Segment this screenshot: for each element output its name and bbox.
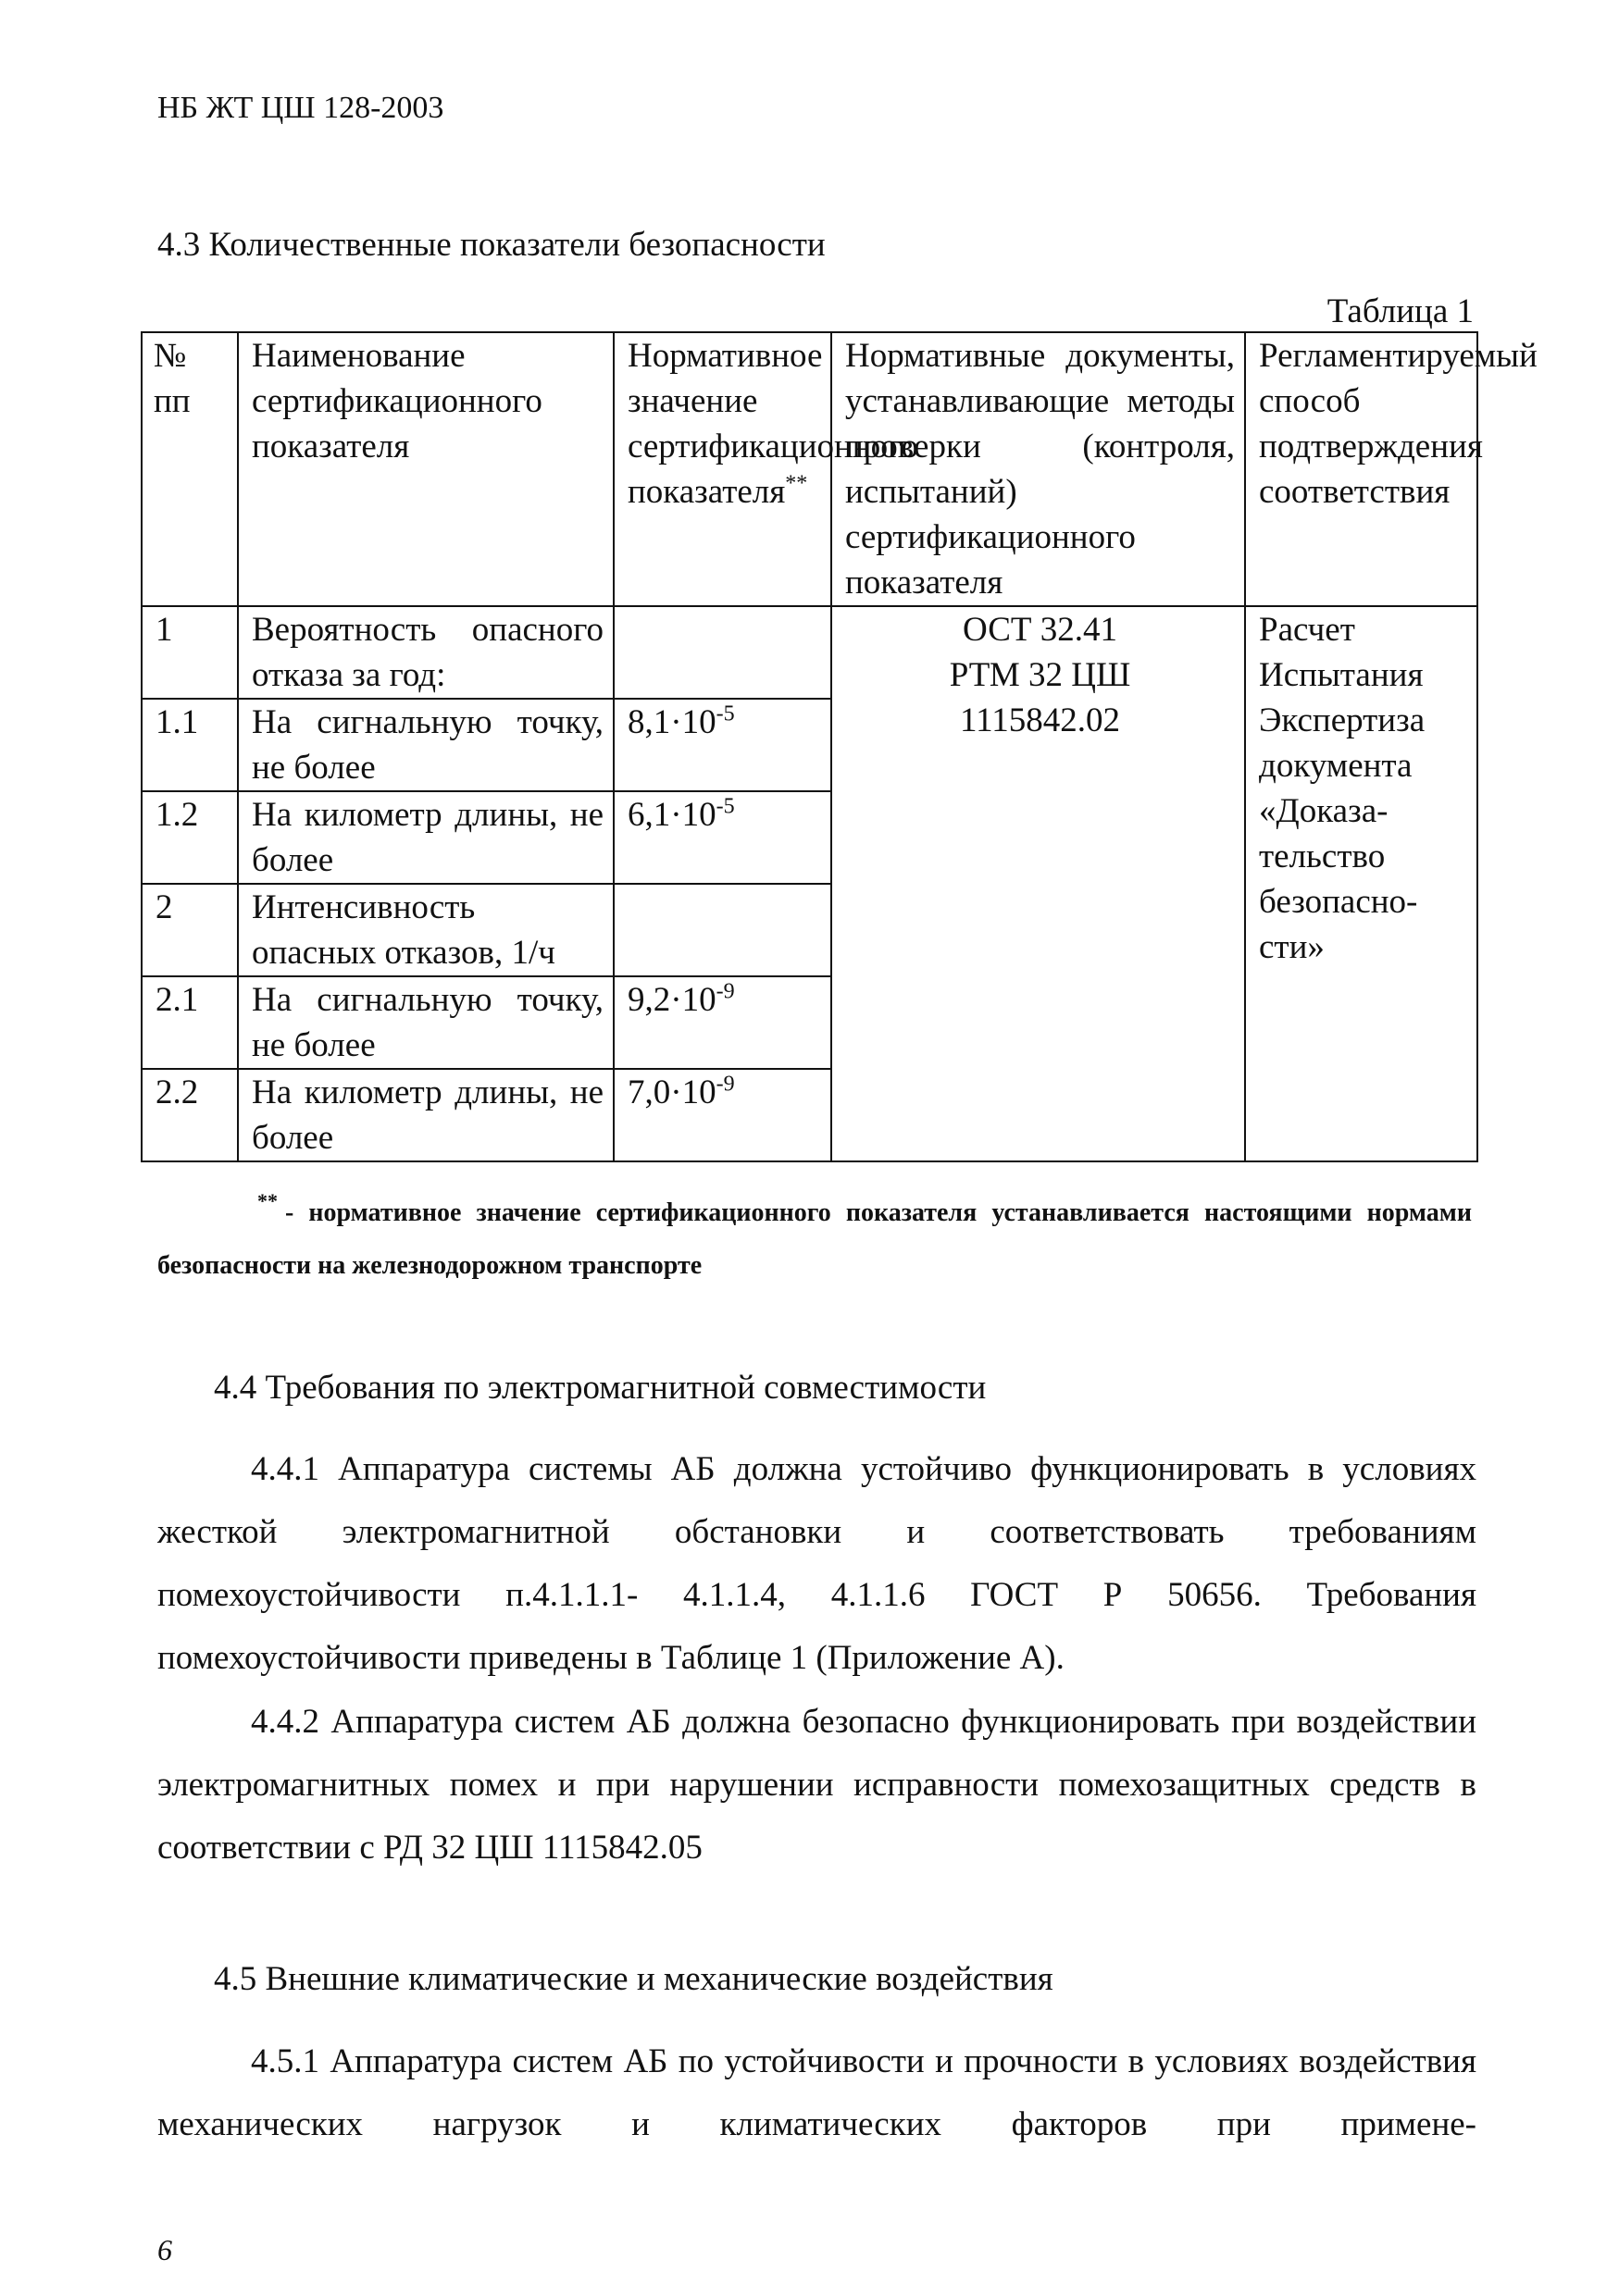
confirmation-line: тельство bbox=[1259, 838, 1386, 875]
header-footnote-mark: ** bbox=[785, 471, 808, 496]
row-name: На сигнальную точку, не более bbox=[238, 976, 614, 1069]
row-value: $8,1\cdot 10^{-5}$ bbox=[614, 699, 831, 791]
row-value: $9,2\cdot 10^{-9}$ bbox=[614, 976, 831, 1069]
confirmation-line: «Доказа- bbox=[1259, 792, 1389, 830]
row-name: На сигнальную точку, не более bbox=[238, 699, 614, 791]
row-name: На километр длины, не более bbox=[238, 1069, 614, 1161]
confirmation-line: Экспертиза bbox=[1259, 701, 1426, 739]
confirmation-line: Испытания bbox=[1259, 656, 1424, 694]
row-num: 2 bbox=[142, 884, 238, 976]
header-cell-confirmation: Регламентируемый способ подтверждения соответствия bbox=[1245, 332, 1477, 606]
row-value bbox=[614, 606, 831, 699]
section-title-4-3: 4.3 Количественные показатели безопасности bbox=[157, 226, 826, 264]
confirmation-line: Расчет bbox=[1259, 611, 1355, 649]
document-header: НБ ЖТ ЦШ 128-2003 bbox=[157, 91, 444, 125]
safety-indicators-table bbox=[141, 331, 1538, 1162]
confirmation-line: безопасно- bbox=[1259, 883, 1418, 921]
confirmation-line: сти» bbox=[1259, 928, 1325, 966]
document-line: 1115842.02 bbox=[959, 701, 1120, 739]
paragraph-4-4-1: 4.4.1 Аппаратура системы АБ должна устойчиво функционировать в условиях жесткой электромагнитной обстановки и соответствовать требованиям помехоустойчивости п.4.1.1.1- 4.1.1.4, 4.1.1.6 ГОСТ Р 50656. Требования помехоустойчивости приведены в Таблице 1 (Приложение А). bbox=[157, 1450, 1476, 1677]
paragraph-4-4-2: 4.4.2 Аппаратура систем АБ должна безопасно функционировать при воздействии электромагнитных помех и при нарушении исправности помехозащитных средств в соответствии с РД 32 ЦШ 1115842.05 bbox=[157, 1703, 1476, 1867]
footnote-mark: ** bbox=[257, 1189, 278, 1212]
row-name: На километр длины, не более bbox=[238, 791, 614, 884]
header-cell-num: № пп bbox=[142, 332, 238, 606]
row-name: Вероятность опасного отказа за год: bbox=[238, 606, 614, 699]
row-num: 2.1 bbox=[142, 976, 238, 1069]
row-value: $7,0\cdot 10^{-9}$ bbox=[614, 1069, 831, 1161]
confirmation-line: документа bbox=[1259, 747, 1413, 785]
confirmation-cell bbox=[1245, 606, 1477, 1161]
section-title-4-4: 4.4 Требования по электромагнитной совместимости bbox=[214, 1369, 987, 1407]
row-num: 2.2 bbox=[142, 1069, 238, 1161]
footnote-text: - нормативное значение сертификационного показателя устанавливается настоящими нормами безопасности на железнодорожном транспорте bbox=[157, 1198, 1472, 1280]
paragraph-4-5-1: 4.5.1 Аппаратура систем АБ по устойчивости и прочности в условиях воздействия механических нагрузок и климатических факторов при примене- bbox=[157, 2042, 1476, 2143]
table-caption: Таблица 1 bbox=[1326, 292, 1474, 330]
row-num: 1 bbox=[142, 606, 238, 699]
document-line: РТМ 32 ЦШ bbox=[949, 656, 1131, 694]
page-number: 6 bbox=[157, 2233, 172, 2266]
row-num: 1.1 bbox=[142, 699, 238, 791]
table-header-row bbox=[142, 332, 1477, 606]
header-cell-name: Наименование сертификационного показателя bbox=[238, 332, 614, 606]
row-value bbox=[614, 884, 831, 976]
row-value: $6,1\cdot 10^{-5}$ bbox=[614, 791, 831, 884]
documents-cell bbox=[831, 606, 1245, 1161]
row-num: 1.2 bbox=[142, 791, 238, 884]
row-name: Интенсивность опасных отказов, 1/ч bbox=[238, 884, 614, 976]
document-line: ОСТ 32.41 bbox=[963, 611, 1117, 649]
section-title-4-5: 4.5 Внешние климатические и механические воздействия bbox=[214, 1960, 1053, 1998]
table-footnote bbox=[157, 1187, 1472, 1292]
header-cell-documents: Нормативные документы, устанавливающие методы проверки (контроля, испытаний) сертификационного показателя bbox=[831, 332, 1245, 606]
table-row bbox=[142, 606, 1477, 699]
header-cell-value: Нормативное значение сертификационного показателя** bbox=[614, 332, 831, 606]
